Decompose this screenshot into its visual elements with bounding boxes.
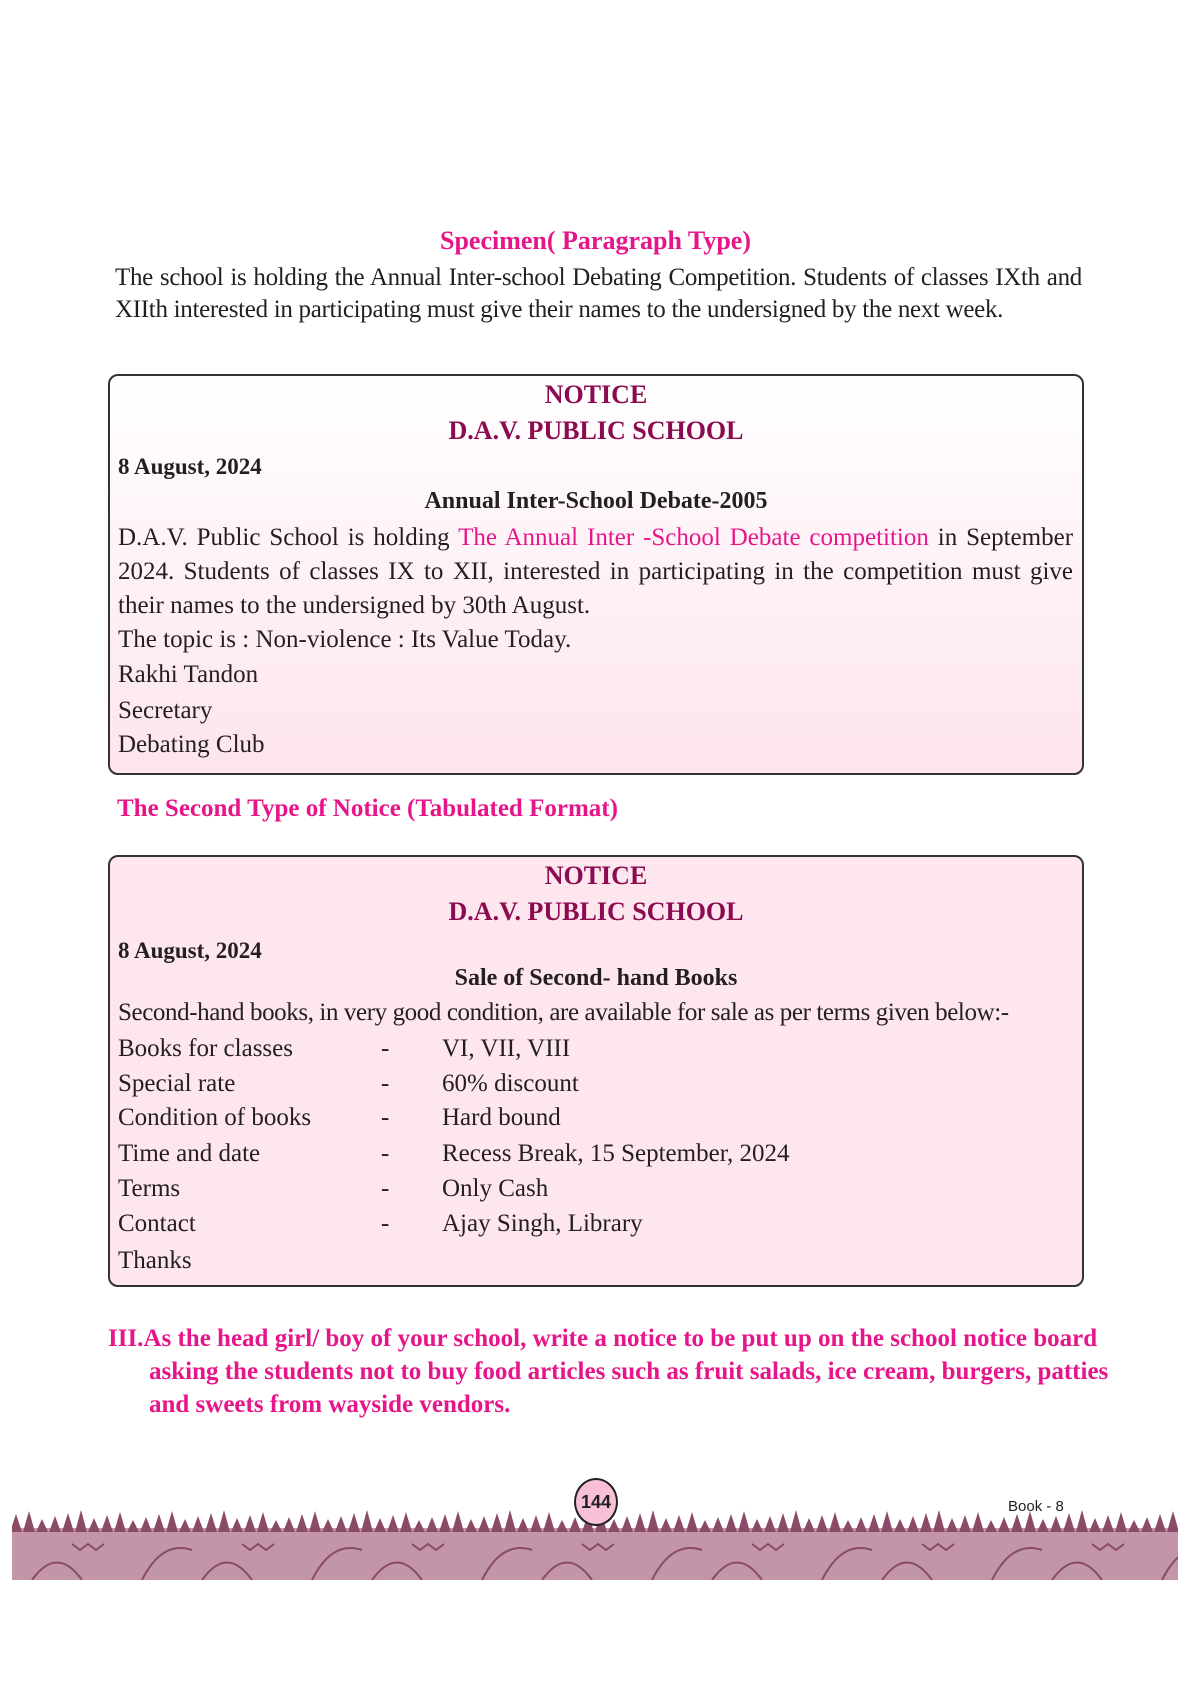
row-label: Books for classes bbox=[118, 1035, 293, 1062]
row-separator: - bbox=[381, 1070, 390, 1097]
specimen-heading: Specimen( Paragraph Type) bbox=[439, 226, 752, 255]
row-label: Time and date bbox=[118, 1140, 261, 1167]
notice-body: D.A.V. Public School is holding The Annual Inter -School Debate competition in September 2024. Students of classes IX to XII, interested in participating in the competition must give their names to the undersigned by 30th August. bbox=[118, 524, 1074, 619]
row-separator: - bbox=[381, 1210, 390, 1237]
row-separator: - bbox=[381, 1175, 390, 1202]
second-type-heading: The Second Type of Notice (Tabulated Format) bbox=[117, 795, 618, 822]
notice-intro: Second-hand books, in very good condition, are available for sale as per terms given below:- bbox=[118, 999, 1009, 1026]
notice-date: 8 August, 2024 bbox=[118, 454, 262, 479]
notice-subject: Annual Inter-School Debate-2005 bbox=[424, 488, 768, 514]
notice-topic: The topic is : Non-violence : Its Value Today. bbox=[118, 626, 572, 653]
row-value: Ajay Singh, Library bbox=[442, 1210, 643, 1237]
row-value: 60% discount bbox=[442, 1070, 579, 1097]
signatory-name: Rakhi Tandon bbox=[118, 661, 259, 688]
school-name: D.A.V. PUBLIC SCHOOL bbox=[448, 897, 744, 926]
book-label: Book - 8 bbox=[1008, 1498, 1064, 1515]
notice-box-paragraph bbox=[108, 374, 1084, 775]
signatory-designation: Secretary bbox=[118, 697, 213, 724]
row-separator: - bbox=[381, 1104, 390, 1131]
page-number: 144 bbox=[574, 1478, 618, 1526]
row-value: Only Cash bbox=[442, 1175, 549, 1202]
question-text: As the head girl/ boy of your school, write a notice to be put up on the school notice board asking the students not to buy food articles such as fruit salads, ice cream, burgers, patties and sweets from wayside vendors. bbox=[143, 1325, 1109, 1418]
highlighted-event: The Annual Inter -School Debate competition bbox=[458, 524, 929, 551]
row-label: Special rate bbox=[118, 1070, 236, 1097]
notice-box-tabulated bbox=[108, 855, 1084, 1287]
notice-date: 8 August, 2024 bbox=[118, 938, 262, 963]
notice-title: NOTICE bbox=[544, 861, 648, 890]
question-three bbox=[108, 1322, 1119, 1421]
notice-subject: Sale of Second- hand Books bbox=[454, 965, 738, 991]
row-separator: - bbox=[381, 1140, 390, 1167]
question-number: III. bbox=[108, 1325, 144, 1352]
row-value: VI, VII, VIII bbox=[442, 1035, 571, 1062]
notice-closing: Thanks bbox=[118, 1247, 192, 1274]
row-value: Recess Break, 15 September, 2024 bbox=[442, 1140, 790, 1167]
notice-title: NOTICE bbox=[544, 380, 648, 409]
school-name: D.A.V. PUBLIC SCHOOL bbox=[448, 416, 744, 445]
row-label: Condition of books bbox=[118, 1104, 312, 1131]
row-label: Contact bbox=[118, 1210, 196, 1237]
specimen-paragraph: The school is holding the Annual Inter-school Debating Competition. Students of classes IXth and XIIth interested in participating must give their names to the undersigned by the next week. bbox=[115, 264, 1082, 323]
row-separator: - bbox=[381, 1035, 390, 1062]
row-label: Terms bbox=[118, 1175, 181, 1202]
row-value: Hard bound bbox=[442, 1104, 561, 1131]
signatory-club: Debating Club bbox=[118, 731, 265, 758]
